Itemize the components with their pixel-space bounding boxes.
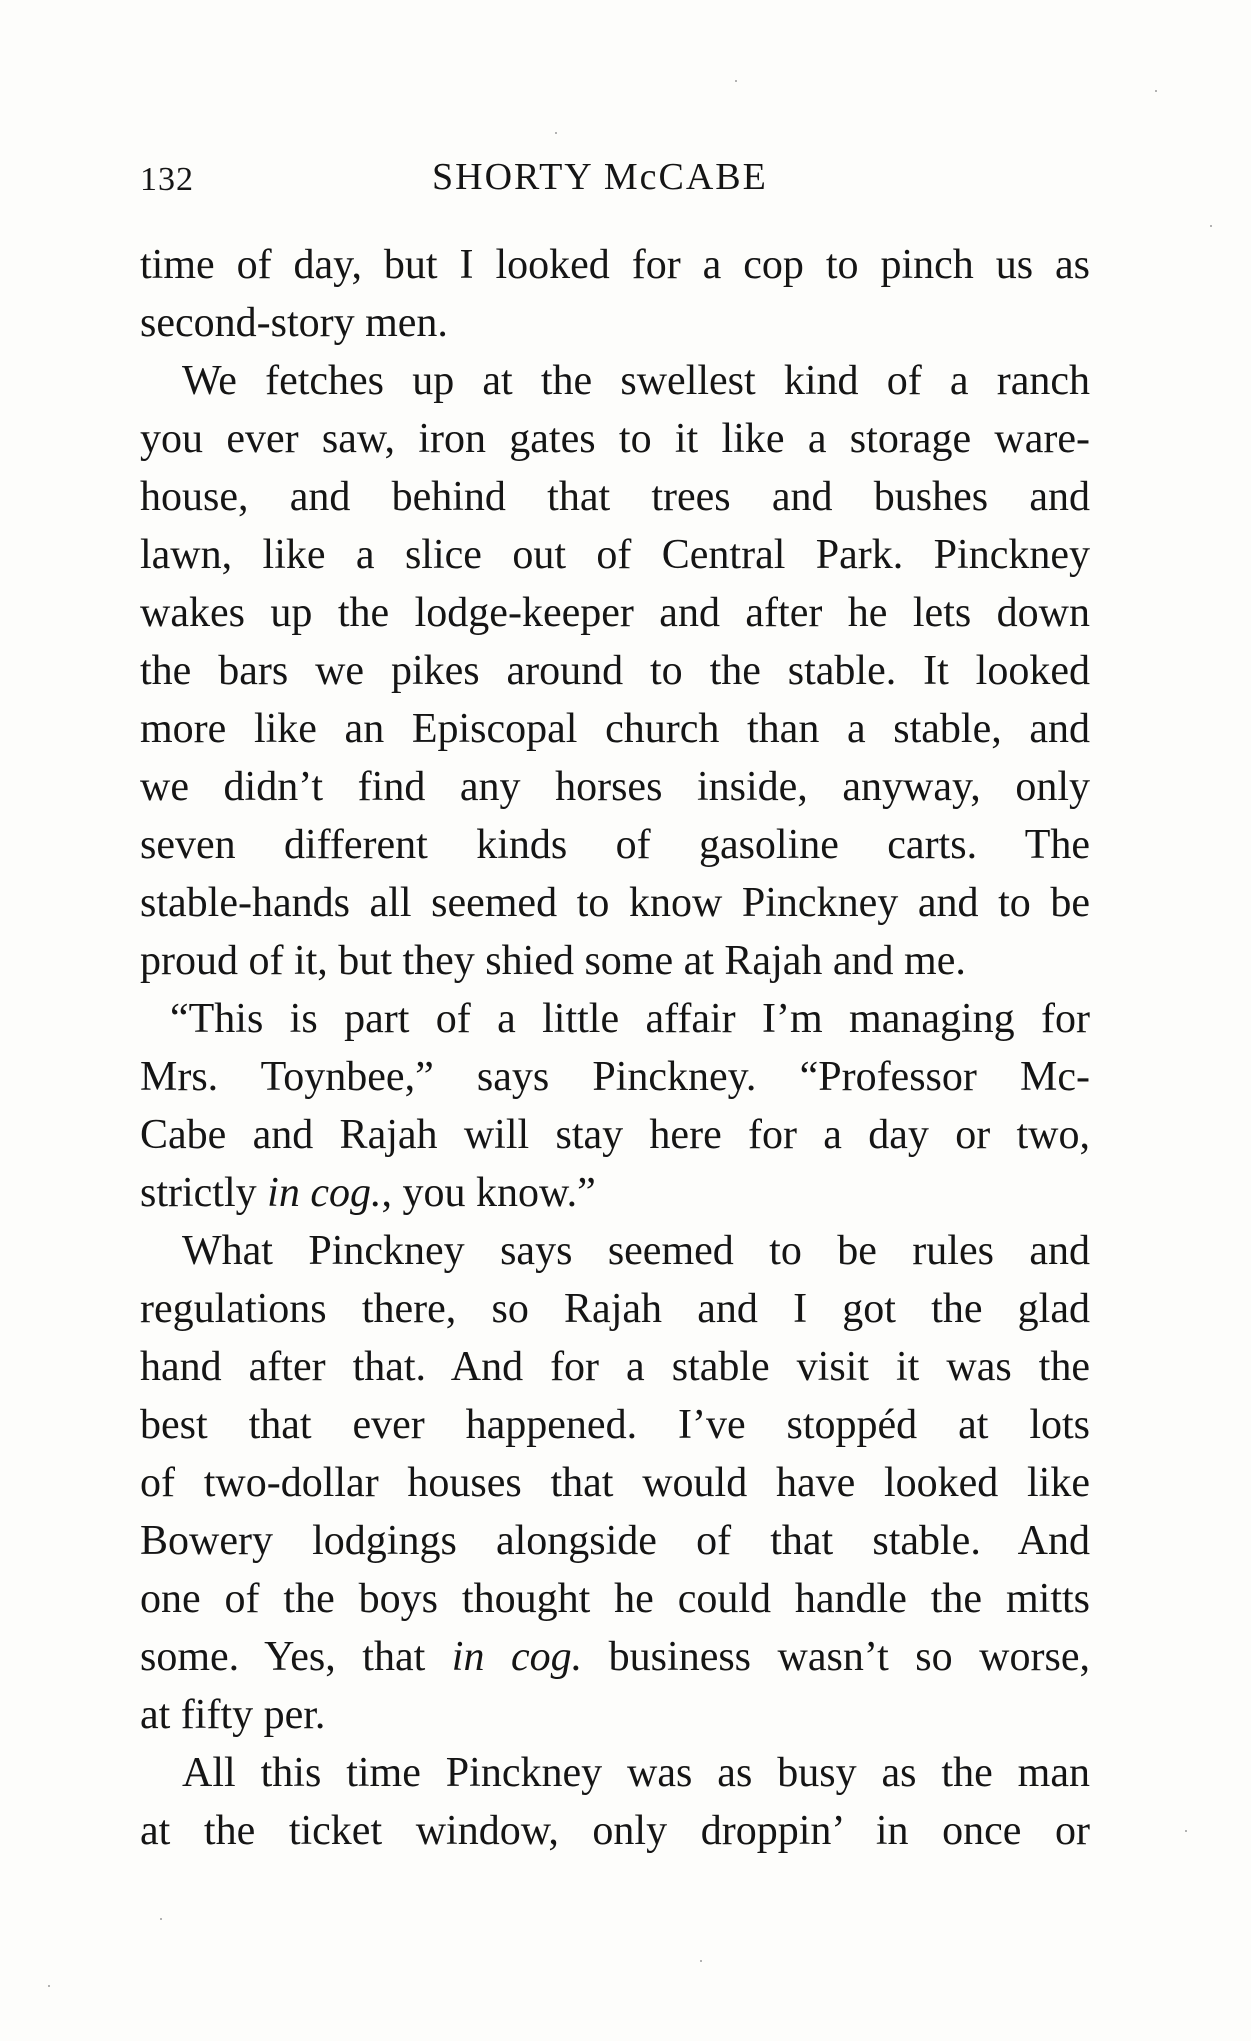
text-line: of two-dollar houses that would have looked like	[140, 1460, 1090, 1506]
text-line: second-story men.	[140, 300, 448, 346]
text-line: proud of it, but they shied some at Rajah and me.	[140, 938, 966, 984]
text-line: one of the boys thought he could handle the mitts	[140, 1576, 1090, 1622]
text-line: Mrs. Toynbee,” says Pinckney. “Professor Mc-	[140, 1054, 1090, 1100]
scan-speck	[1210, 225, 1212, 227]
text-line: hand after that. And for a stable visit it was the	[140, 1344, 1090, 1390]
text-line: house, and behind that trees and bushes and	[140, 474, 1090, 520]
page-number: 132	[140, 161, 194, 198]
scan-speck	[48, 1985, 50, 1987]
text-line: the bars we pikes around to the stable. It looked	[140, 648, 1090, 694]
text-line: stable-hands all seemed to know Pinckney and to be	[140, 880, 1090, 926]
text-line: What Pinckney says seemed to be rules and	[182, 1228, 1090, 1274]
text-line: Cabe and Rajah will stay here for a day or two,	[140, 1112, 1090, 1158]
scan-speck	[1155, 90, 1157, 92]
scan-speck	[1185, 1830, 1187, 1832]
book-title: SHORTY McCABE	[432, 156, 768, 198]
text-line: some. Yes, that in cog. business wasn’t so worse,	[140, 1634, 1090, 1680]
text-line: you ever saw, iron gates to it like a storage ware-	[140, 416, 1090, 462]
text-line: wakes up the lodge-keeper and after he lets down	[140, 590, 1090, 636]
text-line: regulations there, so Rajah and I got the glad	[140, 1286, 1090, 1332]
text-line: Bowery lodgings alongside of that stable. And	[140, 1518, 1090, 1564]
scan-speck	[735, 80, 737, 82]
text-line: time of day, but I looked for a cop to pinch us as	[140, 242, 1090, 288]
text-line: seven different kinds of gasoline carts. The	[140, 822, 1090, 868]
scan-speck	[555, 132, 557, 134]
scan-speck	[160, 1918, 162, 1920]
text-line: We fetches up at the swellest kind of a ranch	[182, 358, 1090, 404]
text-line: we didn’t find any horses inside, anyway, only	[140, 764, 1090, 810]
text-line: at fifty per.	[140, 1692, 326, 1738]
running-head	[140, 155, 1090, 205]
scan-speck	[700, 1960, 702, 1962]
body-text	[140, 236, 1090, 1860]
text-line: lawn, like a slice out of Central Park. Pinckney	[140, 532, 1090, 578]
text-line: best that ever happened. I’ve stoppéd at lots	[140, 1402, 1090, 1448]
text-line: at the ticket window, only droppin’ in once or	[140, 1808, 1090, 1854]
text-line: strictly in cog., you know.”	[140, 1170, 596, 1216]
text-line: “This is part of a little affair I’m managing for	[170, 996, 1090, 1042]
text-line: All this time Pinckney was as busy as the man	[182, 1750, 1090, 1796]
text-line: more like an Episcopal church than a stable, and	[140, 706, 1090, 752]
